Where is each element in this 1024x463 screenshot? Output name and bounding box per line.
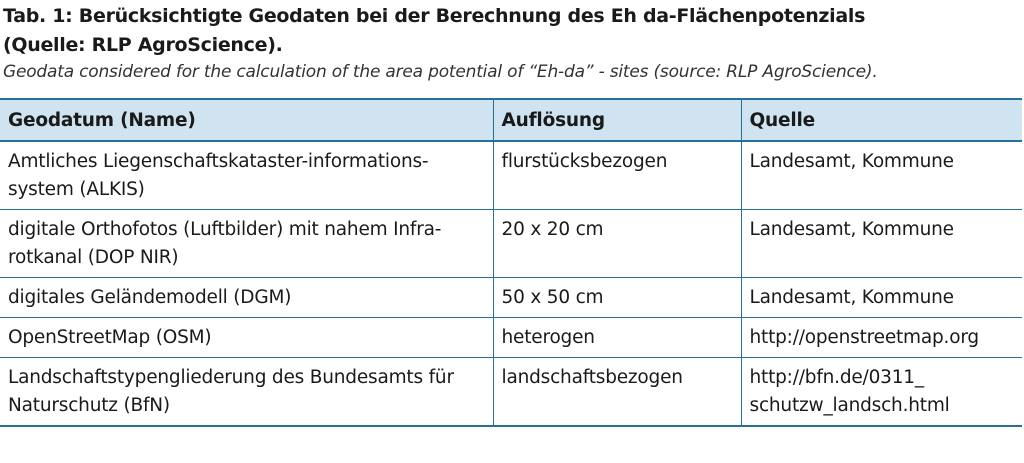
cell-resolution: landschaftsbezogen (493, 358, 741, 427)
geodata-table (0, 98, 1022, 427)
caption-subtitle: Geodata considered for the calculation of the area potential of “Eh-da” - sites (source: RLP AgroScience). (3, 62, 878, 82)
header-quelle: Quelle (741, 99, 1022, 141)
cell-source-line: Landesamt, Kommune (749, 287, 954, 308)
cell-source-line: schutzw_landsch.html (749, 395, 950, 416)
cell-source (741, 318, 1022, 358)
table-row (0, 210, 1022, 278)
cell-name-line: digitale Orthofotos (Luftbilder) mit nahem Infra- (8, 219, 442, 240)
cell-source (741, 141, 1022, 210)
cell-source (741, 358, 1022, 427)
table-header-row (0, 99, 1022, 141)
cell-name-line: rotkanal (DOP NIR) (8, 247, 179, 268)
caption-title (3, 2, 1024, 60)
cell-source-line: http://openstreetmap.org (749, 327, 979, 348)
table-caption (0, 0, 1024, 84)
cell-name-line: Naturschutz (BfN) (8, 395, 170, 416)
cell-source (741, 278, 1022, 318)
cell-name (0, 141, 493, 210)
table-row (0, 358, 1022, 427)
cell-name-line: digitales Geländemodell (DGM) (8, 287, 292, 308)
cell-name (0, 210, 493, 278)
cell-name-line: system (ALKIS) (8, 179, 145, 200)
cell-resolution: 20 x 20 cm (493, 210, 741, 278)
caption-title-line-1: Tab. 1: Berücksichtigte Geodaten bei der Berechnung des Eh da-Flächenpotenzials (3, 5, 866, 27)
cell-name-line: Amtliches Liegenschaftskataster-informations- (8, 151, 429, 172)
caption-title-line-2: (Quelle: RLP AgroScience). (3, 34, 283, 56)
cell-name-line: OpenStreetMap (OSM) (8, 327, 212, 348)
cell-source (741, 210, 1022, 278)
cell-name (0, 278, 493, 318)
header-aufloesung: Auflösung (493, 99, 741, 141)
cell-resolution: 50 x 50 cm (493, 278, 741, 318)
table-row (0, 141, 1022, 210)
cell-name (0, 318, 493, 358)
header-geodatum: Geodatum (Name) (0, 99, 493, 141)
cell-resolution: heterogen (493, 318, 741, 358)
cell-name-line: Landschaftstypengliederung des Bundesamts für (8, 367, 454, 388)
cell-source-line: Landesamt, Kommune (749, 151, 954, 172)
cell-source-line: http://bfn.de/0311_ (749, 367, 924, 388)
cell-name (0, 358, 493, 427)
cell-source-line: Landesamt, Kommune (749, 219, 954, 240)
table-row (0, 318, 1022, 358)
cell-resolution: flurstücksbezogen (493, 141, 741, 210)
table-row (0, 278, 1022, 318)
